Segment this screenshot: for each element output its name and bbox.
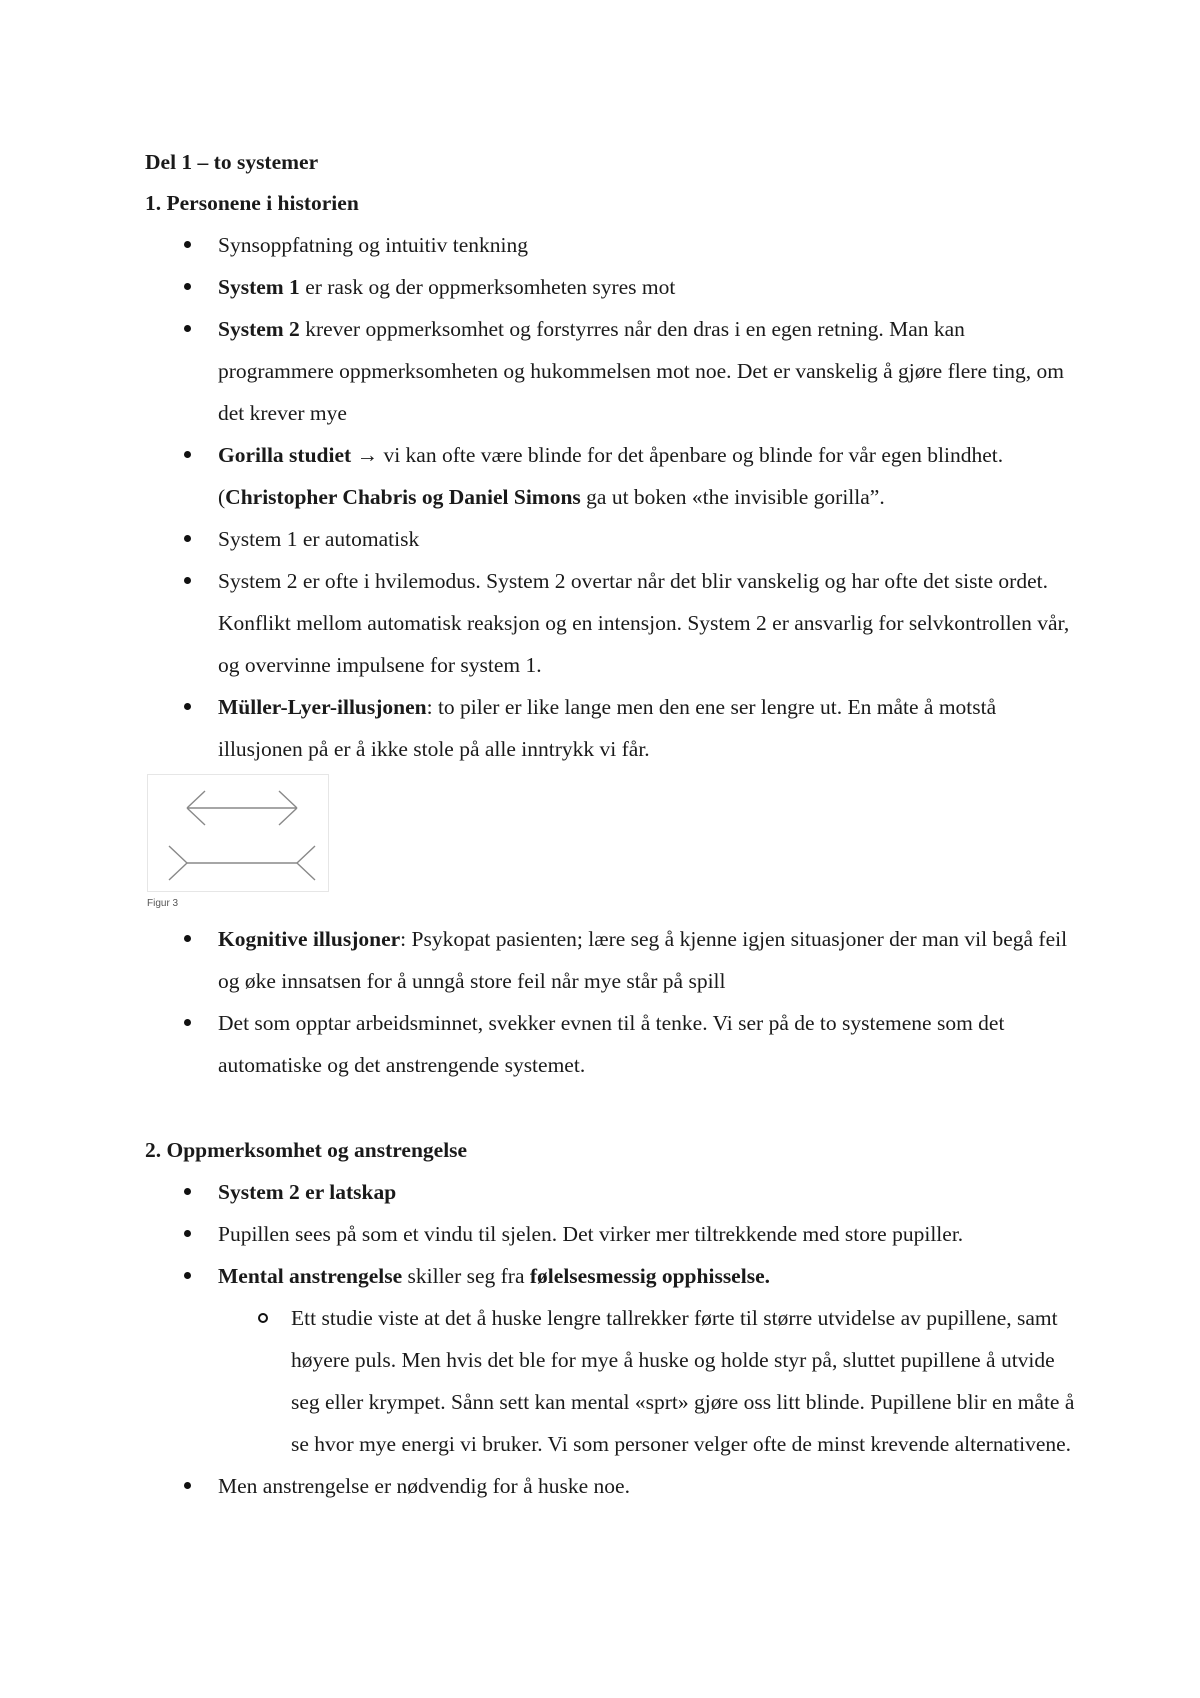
section-1-list-continued [145,918,1075,1086]
section-2-title: 2. Oppmerksomhet og anstrengelse [145,1138,468,1162]
muller-lyer-figure [147,770,1075,918]
list-item: System 2 er latskap [145,1171,1075,1213]
list-item: System 2 er ofte i hvilemodus. System 2 overtar når det blir vanskelig og har ofte det siste ordet. Konflikt mellom automatisk reaksjon og en intensjon. System 2 er ansvarlig for selvkontrollen vår, og overvinne impulsene for system 1. [145,560,1075,686]
muller-lyer-illusion-image [147,774,329,892]
list-item: Mental anstrengelse skiller seg fra følelsesmessig opphisselse. [145,1255,1075,1297]
list-item: Gorilla studiet → vi kan ofte være blinde for det åpenbare og blinde for vår egen blindhet. (Christopher Chabris og Daniel Simons ga ut boken «the invisible gorilla”. [145,434,1075,518]
list-item: System 1 er automatisk [145,518,1075,560]
list-item: Men anstrengelse er nødvendig for å huske noe. [145,1465,1075,1507]
list-item: Pupillen sees på som et vindu til sjelen. Det virker mer tiltrekkende med store pupiller. [145,1213,1075,1255]
spacer [145,1086,1075,1130]
list-item: Müller-Lyer-illusjonen: to piler er like lange men den ene ser lengre ut. En måte å motstå illusjonen på er å ikke stole på alle inntrykk vi får. [145,686,1075,770]
document-content [145,142,1075,1507]
section-2-list [145,1171,1075,1507]
sub-list-item: Ett studie viste at det å huske lengre tallrekker førte til større utvidelse av pupillene, samt høyere puls. Men hvis det ble for mye å huske og holde styr på, sluttet pupillene å utvide seg eller krympet. Sånn sett kan mental «sprt» gjøre oss litt blinde. Pupillene blir en måte å se hvor mye energi vi bruker. Vi som personer velger ofte de minst krevende alternativene. [145,1297,1075,1465]
section-1-subtitle: 1. Personene i historien [145,191,359,215]
list-item: System 2 krever oppmerksomhet og forstyrres når den dras i en egen retning. Man kan programmere oppmerksomheten og hukommelsen mot noe. Det er vanskelig å gjøre flere ting, om det krever mye [145,308,1075,434]
list-item: System 1 er rask og der oppmerksomheten syres mot [145,266,1075,308]
list-item: Det som opptar arbeidsminnet, svekker evnen til å tenke. Vi ser på de to systemene som det automatiske og det anstrengende systemet. [145,1002,1075,1086]
section-1-title: Del 1 – to systemer [145,150,319,174]
arrow-icon: → [351,443,384,467]
list-item: Synsoppfatning og intuitiv tenkning [145,224,1075,266]
figure-caption: Figur 3 [147,898,179,909]
section-1-list [145,224,1075,770]
list-item: Kognitive illusjoner: Psykopat pasienten; lære seg å kjenne igjen situasjoner der man vil begå feil og øke innsatsen for å unngå store feil når mye står på spill [145,918,1075,1002]
